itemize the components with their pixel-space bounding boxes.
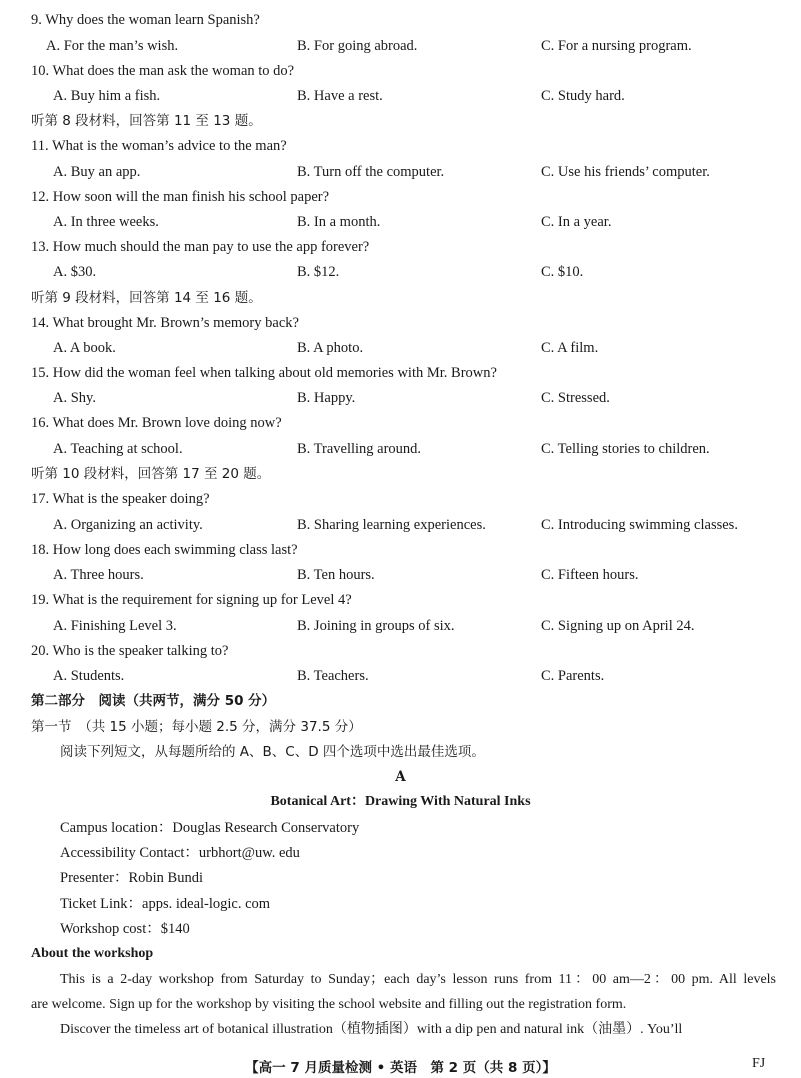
paragraph-1-line-1: This is a 2-day workshop from Saturday to Sunday；each day’s lesson runs from 11：00 am—2：00 pm. All levels xyxy=(60,972,776,987)
question-14-stem: 14. What brought Mr. Brown’s memory back? xyxy=(31,315,299,331)
question-13-option-b: B. $12. xyxy=(297,264,340,280)
question-14-option-a: A. A book. xyxy=(53,340,116,356)
question-18-option-a: A. Three hours. xyxy=(53,567,144,583)
question-12-option-a: A. In three weeks. xyxy=(53,214,159,230)
reading-instruction: 阅读下列短文，从每题所给的 A、B、C、D 四个选项中选出最佳选项。 xyxy=(60,744,485,760)
info-ticket-link: Ticket Link：apps. ideal-logic. com xyxy=(60,896,271,912)
question-9-option-c: C. For a nursing program. xyxy=(541,38,692,54)
footer-region-code: FJ xyxy=(752,1056,766,1071)
question-10-stem: 10. What does the man ask the woman to do? xyxy=(31,63,295,79)
question-17-option-b: B. Sharing learning experiences. xyxy=(297,517,486,533)
question-19-stem: 19. What is the requirement for signing up for Level 4? xyxy=(31,592,352,608)
question-16-option-a: A. Teaching at school. xyxy=(53,441,183,457)
question-11-option-a: A. Buy an app. xyxy=(53,164,141,180)
question-13-option-c: C. $10. xyxy=(541,264,584,280)
question-15-stem: 15. How did the woman feel when talking about old memories with Mr. Brown? xyxy=(31,365,497,381)
question-16-stem: 16. What does Mr. Brown love doing now? xyxy=(31,415,282,431)
about-workshop-heading: About the workshop xyxy=(31,946,154,961)
question-15-option-b: B. Happy. xyxy=(297,390,356,406)
question-12-option-c: C. In a year. xyxy=(541,214,612,230)
question-18-option-b: B. Ten hours. xyxy=(297,567,375,583)
question-20-stem: 20. Who is the speaker talking to? xyxy=(31,643,229,659)
question-18-stem: 18. How long does each swimming class last? xyxy=(31,542,298,558)
question-17-stem: 17. What is the speaker doing? xyxy=(31,491,210,507)
question-17-option-c: C. Introducing swimming classes. xyxy=(541,517,738,533)
question-15-option-a: A. Shy. xyxy=(53,390,96,406)
question-15-option-c: C. Stressed. xyxy=(541,390,610,406)
passage-title: Botanical Art：Drawing With Natural Inks xyxy=(270,794,531,809)
paragraph-2-line-1: Discover the timeless art of botanical illustration（植物插图）with a dip pen and natural ink（油墨）. You’ll xyxy=(60,1022,683,1037)
question-14-option-c: C. A film. xyxy=(541,340,599,356)
question-12-option-b: B. In a month. xyxy=(297,214,381,230)
passage-letter: A xyxy=(395,769,406,785)
info-workshop-cost: Workshop cost：$140 xyxy=(60,921,190,937)
question-19-option-b: B. Joining in groups of six. xyxy=(297,618,455,634)
question-12-stem: 12. How soon will the man finish his school paper? xyxy=(31,189,330,205)
question-18-option-c: C. Fifteen hours. xyxy=(541,567,639,583)
section-1-heading: 第一节 （共 15 小题；每小题 2.5 分，满分 37.5 分） xyxy=(31,719,362,735)
segment-10-instruction: 听第 10 段材料，回答第 17 至 20 题。 xyxy=(31,466,271,482)
segment-9-instruction: 听第 9 段材料，回答第 14 至 16 题。 xyxy=(31,290,262,306)
question-16-option-c: C. Telling stories to children. xyxy=(541,441,710,457)
info-presenter: Presenter：Robin Bundi xyxy=(60,870,203,886)
page-footer xyxy=(0,1056,801,1074)
question-17-option-a: A. Organizing an activity. xyxy=(53,517,203,533)
question-20-option-b: B. Teachers. xyxy=(297,668,369,684)
question-9-option-b: B. For going abroad. xyxy=(297,38,418,54)
question-13-option-a: A. $30. xyxy=(53,264,97,280)
info-campus-location: Campus location：Douglas Research Conservatory xyxy=(60,820,360,836)
question-11-stem: 11. What is the woman’s advice to the man? xyxy=(31,138,287,154)
paragraph-1-line-2: are welcome. Sign up for the workshop by visiting the school website and filling out the registration form. xyxy=(31,997,627,1012)
question-20-option-a: A. Students. xyxy=(53,668,125,684)
question-20-option-c: C. Parents. xyxy=(541,668,605,684)
question-11-option-b: B. Turn off the computer. xyxy=(297,164,445,180)
question-10-option-a: A. Buy him a fish. xyxy=(53,88,161,104)
segment-8-instruction: 听第 8 段材料，回答第 11 至 13 题。 xyxy=(31,113,262,129)
info-accessibility-contact: Accessibility Contact：urbhort@uw. edu xyxy=(60,845,300,861)
question-14-option-b: B. A photo. xyxy=(297,340,364,356)
question-10-option-b: B. Have a rest. xyxy=(297,88,383,104)
question-16-option-b: B. Travelling around. xyxy=(297,441,422,457)
question-19-option-a: A. Finishing Level 3. xyxy=(53,618,177,634)
question-10-option-c: C. Study hard. xyxy=(541,88,625,104)
footer-page-info: 【高一 7 月质量检测 • 英语 第 2 页（共 8 页）】 xyxy=(245,1060,556,1076)
question-11-option-c: C. Use his friends’ computer. xyxy=(541,164,710,180)
question-9-stem: 9. Why does the woman learn Spanish? xyxy=(31,12,260,28)
question-19-option-c: C. Signing up on April 24. xyxy=(541,618,695,634)
question-13-stem: 13. How much should the man pay to use the app forever? xyxy=(31,239,370,255)
part-2-heading: 第二部分 阅读（共两节，满分 50 分） xyxy=(31,693,276,709)
question-9-option-a: A. For the man’s wish. xyxy=(46,38,179,54)
